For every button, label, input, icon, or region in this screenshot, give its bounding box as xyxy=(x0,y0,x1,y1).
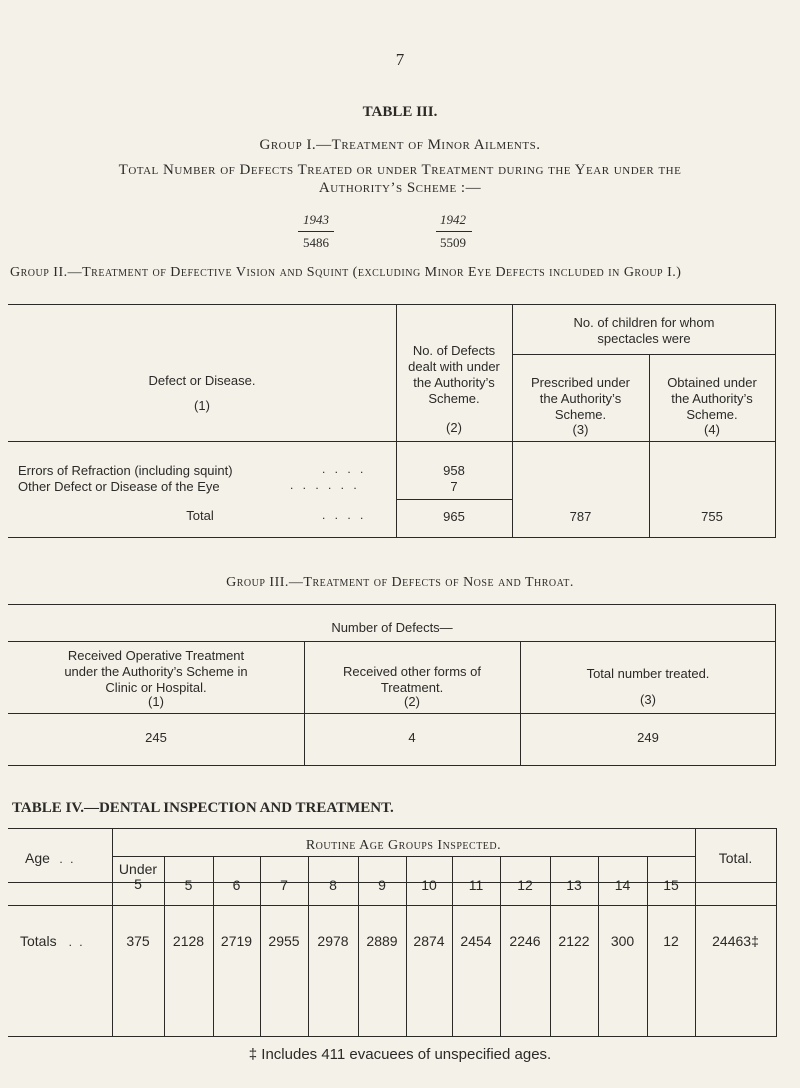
totals-cell: 2122 xyxy=(558,933,590,949)
totals-cell: 2454 xyxy=(460,933,492,949)
g2-col4-label-l1: Obtained under xyxy=(667,375,757,390)
age-col-header: 11 xyxy=(468,877,484,893)
totals-cell: 2955 xyxy=(268,933,300,949)
g2-col3-label-l1: Prescribed under xyxy=(531,375,630,390)
t4-footnote: ‡ Includes 411 evacuees of unspecified ages. xyxy=(248,1046,552,1063)
g3-col2-label-l2: Treatment. xyxy=(380,680,444,695)
g3-col1-label-l3: Clinic or Hospital. xyxy=(105,680,207,695)
age-col-header: 6 xyxy=(232,877,241,893)
g3-col1-label-l1: Received Operative Treatment xyxy=(67,648,245,663)
g2-row2-dots: . . . . . . xyxy=(290,478,360,492)
totals-cell: 2246 xyxy=(509,933,541,949)
g2-col1-num: (1) xyxy=(194,398,210,413)
totals-cell: 2889 xyxy=(366,933,398,949)
totals-cell: 2128 xyxy=(172,933,205,949)
age-col-header: 9 xyxy=(378,877,386,893)
g2-total-label: Total xyxy=(186,508,214,523)
year-1943-value: 5486 xyxy=(303,235,329,250)
age-col-header: 10 xyxy=(421,877,437,893)
g2-col3-label-l3: Scheme. xyxy=(554,407,607,422)
g2-row2-label: Other Defect or Disease of the Eye xyxy=(18,479,220,494)
totals-cell: 12 xyxy=(663,933,679,949)
g2-row1-label: Errors of Refraction (including squint) xyxy=(18,463,233,478)
table4-title: TABLE IV.—DENTAL INSPECTION AND TREATMENT. xyxy=(12,800,394,816)
group3-heading: Group III.—Treatment of Defects of Nose and Throat. xyxy=(226,575,574,590)
g2-col2-num: (2) xyxy=(446,420,462,435)
group1-subheading-line1: Total Number of Defects Treated or under Treatment during the Year under the xyxy=(118,162,682,178)
g2-col2-label-l2: dealt with under xyxy=(408,359,500,374)
t4-age-dots: . . xyxy=(59,852,76,866)
g2-col4-label-l3: Scheme. xyxy=(686,407,738,422)
g2-row2-defects: 7 xyxy=(450,479,458,494)
g2-col4-num: (4) xyxy=(704,422,720,437)
t4-grand-total: 24463‡ xyxy=(712,933,759,949)
t4-header-bottom-line xyxy=(8,905,777,906)
age-col-header: 5 xyxy=(184,877,193,893)
g3-value-total: 249 xyxy=(637,730,659,745)
t4-totals-label: Totals . . xyxy=(20,933,85,949)
g2-total-obtained: 755 xyxy=(701,509,723,524)
totals-cell: 2719 xyxy=(220,933,253,949)
table3-title: TABLE III. xyxy=(362,104,438,120)
age-col-header: 14 xyxy=(614,877,631,893)
age-col-header: Under 5 xyxy=(118,861,158,892)
g2-col2-label-l1: No. of Defects xyxy=(412,343,496,358)
age-col-header: 12 xyxy=(517,877,533,893)
g3-col1-num: (1) xyxy=(148,694,164,709)
t4-total-header: Total. xyxy=(718,850,753,866)
g3-col2-label-l1: Received other forms of xyxy=(342,664,481,679)
g3-value-operative: 245 xyxy=(145,730,167,745)
g2-spectacles-header-l2: spectacles were xyxy=(597,331,691,346)
age-col-header: 13 xyxy=(566,877,582,893)
page-number: 7 xyxy=(395,50,405,69)
g2-total-prescribed: 787 xyxy=(569,509,592,524)
g2-col1-label: Defect or Disease. xyxy=(148,373,256,388)
totals-cell: 300 xyxy=(610,933,635,949)
g2-col3-label-l2: the Authority’s xyxy=(539,391,622,406)
totals-cell: 375 xyxy=(126,933,150,949)
year-1943: 1943 xyxy=(303,212,329,227)
t4-totals-dots: . . xyxy=(68,935,85,949)
g3-col2-num: (2) xyxy=(404,694,420,709)
g3-span-header: Number of Defects— xyxy=(331,620,453,635)
g2-total-defects: 965 xyxy=(443,509,465,524)
g2-row1-defects: 958 xyxy=(443,463,465,478)
group2-heading: Group II.—Treatment of Defective Vision and Squint (excluding Minor Eye Defects included in Group I.) xyxy=(10,265,682,280)
group1-subheading-line2: Authority’s Scheme :— xyxy=(318,180,482,196)
g2-col4-label-l2: the Authority’s xyxy=(671,391,753,406)
g3-col3-num: (3) xyxy=(640,692,656,707)
g3-col1-label-l2: under the Authority’s Scheme in xyxy=(64,664,248,679)
g3-col3-label: Total number treated. xyxy=(586,666,710,681)
age-col-header: 7 xyxy=(280,877,288,893)
group1-heading: Group I.—Treatment of Minor Ailments. xyxy=(259,137,541,153)
totals-cell: 2874 xyxy=(413,933,445,949)
year-1942: 1942 xyxy=(440,212,466,227)
g2-col2-label-l3: the Authority’s xyxy=(413,375,495,390)
age-col-header: 15 xyxy=(663,877,679,893)
g2-col2-label-l4: Scheme. xyxy=(428,391,480,406)
totals-cell: 2978 xyxy=(317,933,349,949)
year-1942-value: 5509 xyxy=(440,235,466,250)
t4-group-header: Routine Age Groups Inspected. xyxy=(305,838,502,853)
g2-total-dots: . . . . xyxy=(322,508,367,522)
g2-spectacles-header-l1: No. of children for whom xyxy=(573,315,715,330)
g3-value-other: 4 xyxy=(408,730,416,745)
g2-col3-num: (3) xyxy=(572,422,589,437)
t4-age-label: Age . . xyxy=(25,850,76,866)
g2-row1-dots: . . . . xyxy=(322,462,367,476)
age-col-header: 8 xyxy=(329,877,337,893)
